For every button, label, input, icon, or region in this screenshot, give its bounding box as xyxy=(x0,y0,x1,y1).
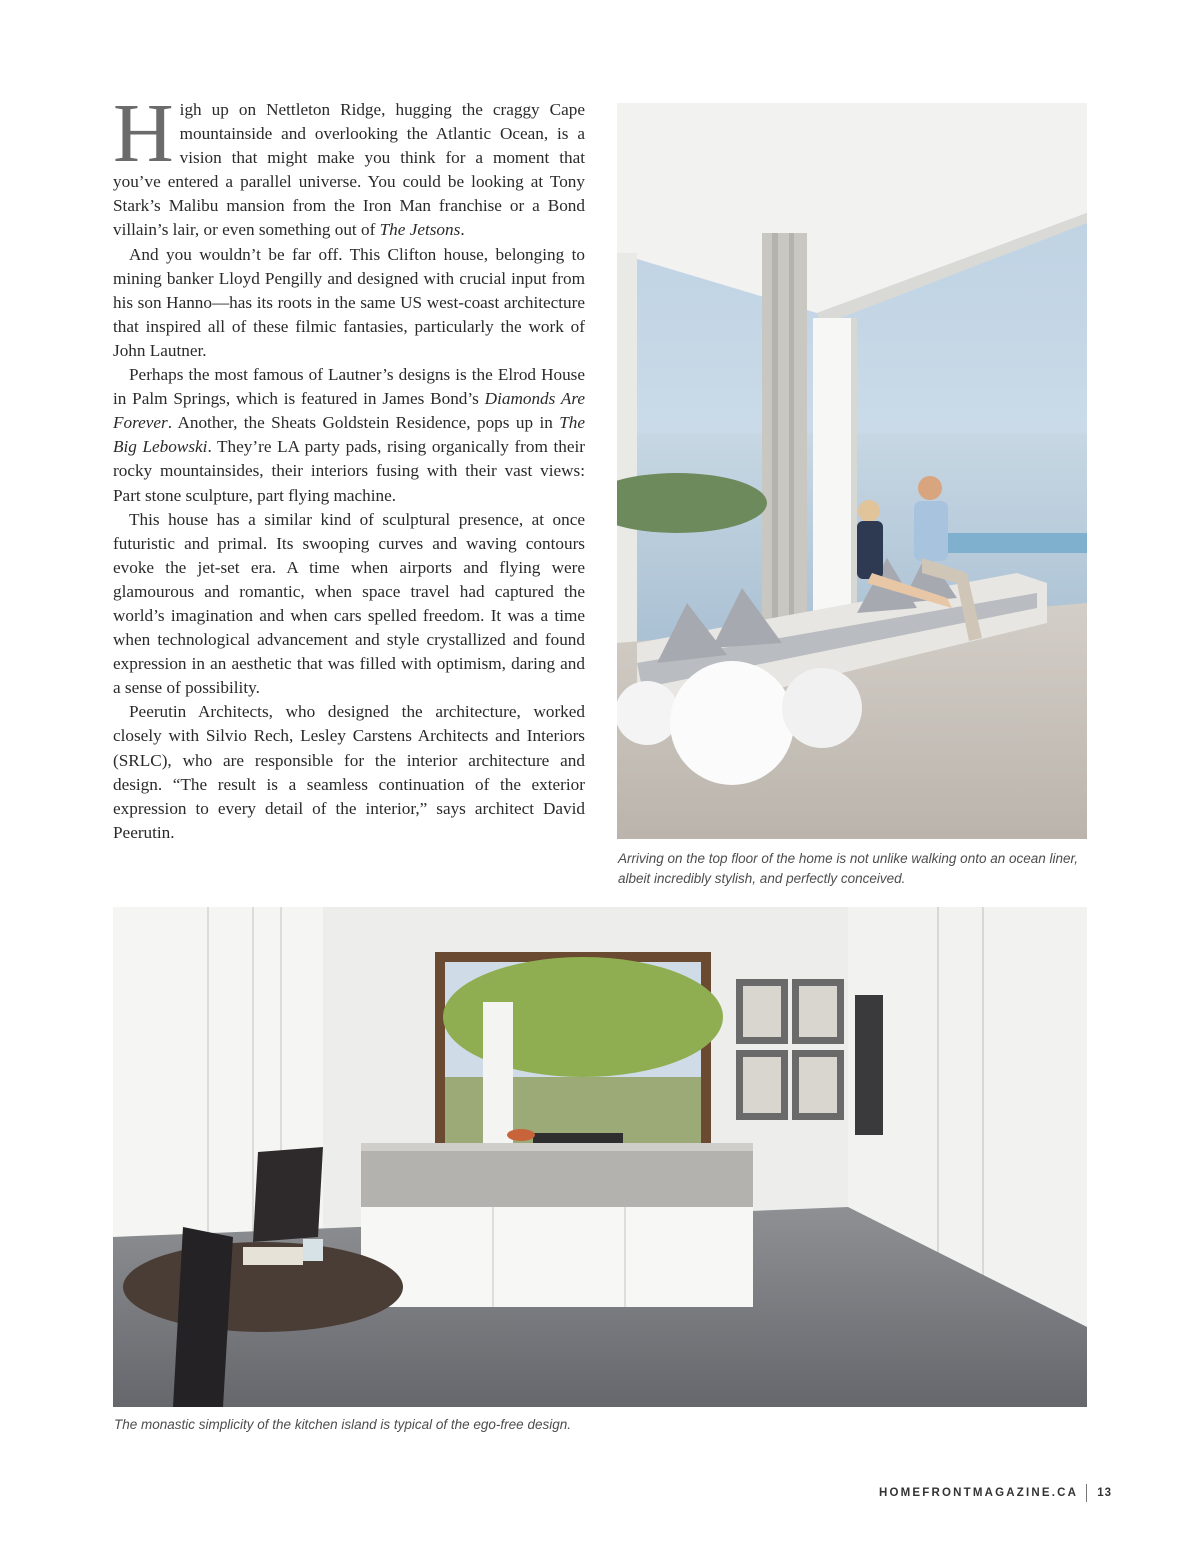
paragraph-1 xyxy=(113,87,585,243)
kitchen-photo-caption: The monastic simplicity of the kitchen island is typical of the ego-free design. xyxy=(114,1417,571,1432)
paragraph-3-text-b: . Another, the Sheats Goldstein Residence, pops up in xyxy=(167,413,560,433)
paragraph-3 xyxy=(113,363,585,508)
paragraph-3-text-c: . They’re LA party pads, rising organically from their rocky mountainsides, their interiors fusing with their vast views: Part stone sculpture, part flying machine. xyxy=(113,437,585,505)
kitchen-photo xyxy=(113,907,1087,1407)
terrace-photo xyxy=(617,103,1087,839)
paragraph-2: And you wouldn’t be far off. This Clifton house, belonging to mining banker Lloyd Pengilly and designed with crucial input from his son Hanno—has its roots in the same US west-coast architecture that inspired all of these filmic fantasies, particularly the work of John Lautner. xyxy=(113,244,585,360)
page-number: 13 xyxy=(1097,1487,1112,1499)
paragraph-1-text: igh up on Nettleton Ridge, hugging the craggy Cape mountainside and overlooking the Atlantic Ocean, is a vision that might make you think for a moment that you’ve entered a parallel universe. You could be looking at Tony Stark’s Malibu mansion from the Iron Man franchise or a Bond villain’s lair, or even something out of xyxy=(113,100,585,240)
drop-cap: H xyxy=(113,87,174,180)
page-footer xyxy=(879,1484,1112,1502)
footer-divider xyxy=(1086,1484,1087,1502)
paragraph-5: Peerutin Architects, who designed the architecture, worked closely with Silvio Rech, Lesley Carstens Architects and Interiors (SRLC), who are responsible for the interior architecture and design. “The result is a seamless continuation of the exterior expression to every detail of the interior,” says architect David Peerutin. xyxy=(113,702,585,842)
title-the-jetsons: The Jetsons xyxy=(379,220,461,240)
title-diamonds-are-forever: Diamonds Are Forever xyxy=(113,389,585,433)
paragraph-1-end: . xyxy=(460,220,465,240)
title-the-big-lebowski: The Big Lebowski xyxy=(113,413,585,457)
paragraph-4: This house has a similar kind of sculptural presence, at once futuristic and primal. Its swooping curves and waving contours evoke the jet-set era. A time when airports and flying were glamourous and romantic, when space travel had captured the world’s imagination and when cars spelled freedom. It was a time when technological advancement and style crystallized and found expression in an aesthetic that was filled with optimism, daring and a sense of possibility. xyxy=(113,509,585,698)
article-body xyxy=(113,87,585,845)
paragraph-3-text-a: Perhaps the most famous of Lautner’s designs is the Elrod House in Palm Springs, which is featured in James Bond’s xyxy=(113,365,585,409)
site-name: HOMEFRONTMAGAZINE.CA xyxy=(878,1487,1079,1499)
terrace-photo-caption: Arriving on the top floor of the home is not unlike walking onto an ocean liner, albeit incredibly stylish, and perfectly conceived. xyxy=(618,851,1079,886)
